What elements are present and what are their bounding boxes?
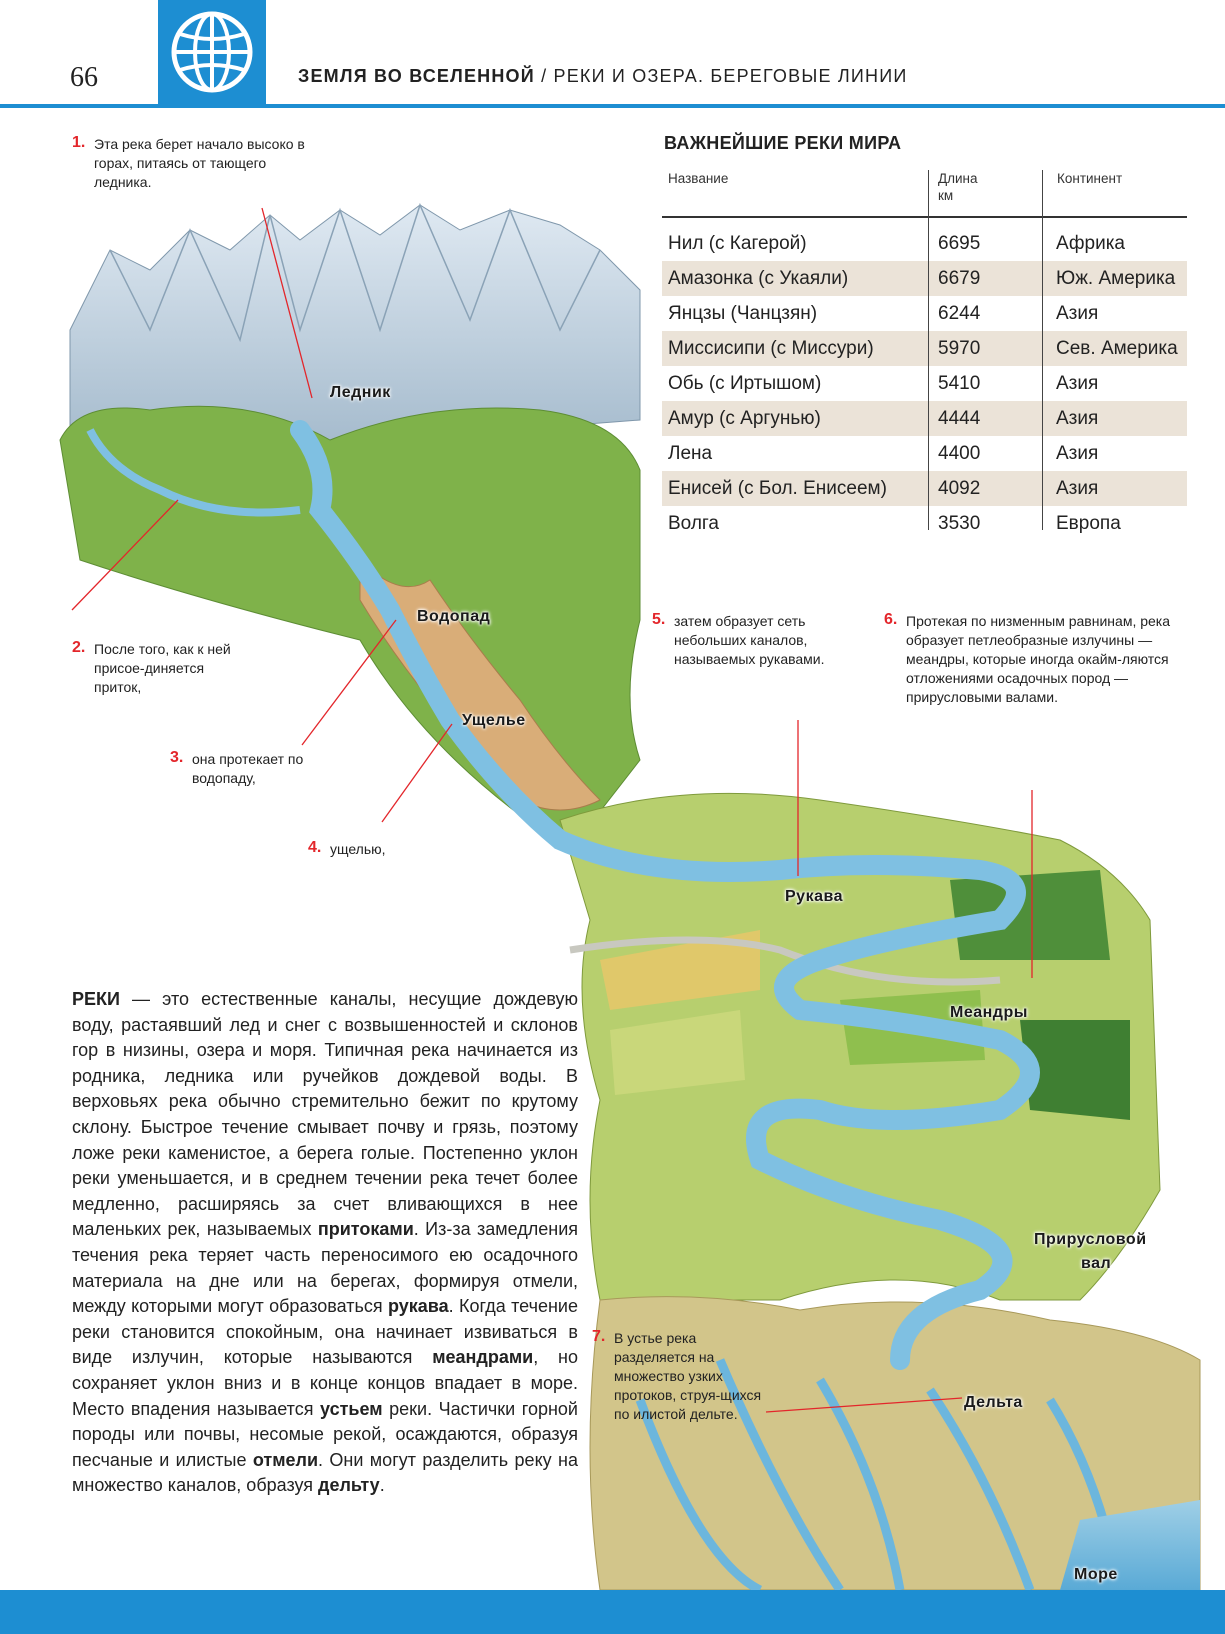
term-tributaries: притоками <box>317 1219 414 1240</box>
cell-length: 6679 <box>938 268 981 289</box>
term-delta: дельту <box>318 1475 380 1496</box>
caption-text: затем образует сеть небольших каналов, называемых рукавами. <box>674 613 825 667</box>
table-row <box>662 331 1187 366</box>
globe-tab <box>158 0 266 106</box>
caption-number: 7. <box>592 1328 606 1345</box>
body-span: . Они могут разделить реку на множество каналов, образуя <box>72 1449 578 1496</box>
label-gorge: Ущелье <box>462 712 526 729</box>
col-header-name: Название <box>668 171 729 186</box>
cell-length: 3530 <box>938 513 981 534</box>
caption-text: ущелью, <box>330 841 386 857</box>
cell-continent: Азия <box>1056 443 1099 464</box>
cell-continent: Азия <box>1056 408 1099 429</box>
page-number: 66 <box>70 62 98 93</box>
cell-name: Волга <box>668 513 719 534</box>
caption-number: 1. <box>72 134 86 151</box>
col-header-length-label: Длина <box>938 171 978 186</box>
caption-text: После того, как к ней присое-диняется приток, <box>94 641 231 695</box>
cell-continent: Юж. Америка <box>1056 268 1176 289</box>
table-row <box>662 261 1187 296</box>
body-span: . Когда течение реки становится спокойным, она начинает извиваться в виде излучин, которые называются <box>72 1296 578 1368</box>
label-meanders: Меандры <box>950 1004 1028 1021</box>
term-rivers: РЕКИ <box>72 989 120 1009</box>
footer-band <box>0 1590 1225 1634</box>
cell-name: Миссисипи (с Миссури) <box>668 338 874 359</box>
table-row <box>662 471 1187 506</box>
body-span: . <box>379 1475 385 1496</box>
label-levee: Прирусловой <box>1034 1231 1147 1248</box>
col-header-continent: Континент <box>1057 171 1123 186</box>
cell-length: 4092 <box>938 478 981 499</box>
caption-1 <box>72 135 322 192</box>
cell-continent: Азия <box>1056 373 1099 394</box>
term-meanders: меандрами <box>432 1347 534 1368</box>
label-waterfall: Водопад <box>417 608 491 625</box>
label-levee-2: вал <box>1081 1255 1112 1272</box>
table-row <box>662 226 1187 261</box>
subsection-title: РЕКИ И ОЗЕРА. БЕРЕГОВЫЕ ЛИНИИ <box>553 66 908 86</box>
header-rule <box>0 104 1225 108</box>
table-row <box>662 506 1187 541</box>
cell-length: 5410 <box>938 373 981 394</box>
body-span: . Из-за замедления течения река теряет часть переносимого ею осадочного материала на дне или на берегах, формируя отмели, между которыми могут образоваться <box>72 1219 579 1317</box>
cell-name: Енисей (с Бол. Енисеем) <box>668 478 887 499</box>
caption-7 <box>592 1329 762 1424</box>
caption-number: 3. <box>170 749 184 766</box>
cell-length: 4400 <box>938 443 981 464</box>
title-separator: / <box>534 66 554 86</box>
table-row <box>662 366 1187 401</box>
cell-name: Янцзы (Чанцзян) <box>668 303 818 324</box>
body-span: реки. Частички горной породы или почвы, несомые рекой, осаждаются, образуя песчаные и илистые <box>72 1398 578 1470</box>
cell-name: Амазонка (с Укаяли) <box>668 268 849 289</box>
body-text <box>72 987 578 1499</box>
label-branches: Рукава <box>785 888 843 905</box>
cell-length: 4444 <box>938 408 981 429</box>
section-title: ЗЕМЛЯ ВО ВСЕЛЕННОЙ <box>298 66 535 86</box>
term-shoals: отмели <box>252 1449 319 1470</box>
cell-length: 5970 <box>938 338 981 359</box>
globe-icon <box>158 0 266 106</box>
cell-continent: Азия <box>1056 478 1099 499</box>
caption-number: 6. <box>884 611 898 628</box>
caption-number: 5. <box>652 611 666 628</box>
cell-continent: Азия <box>1056 303 1099 324</box>
column-divider <box>928 170 929 530</box>
cell-name: Обь (с Иртышом) <box>668 373 822 394</box>
caption-2 <box>72 640 242 697</box>
caption-number: 2. <box>72 639 86 656</box>
cell-name: Нил (с Кагерой) <box>668 233 807 254</box>
term-mouth: устьем <box>320 1398 383 1419</box>
label-delta: Дельта <box>964 1394 1023 1411</box>
caption-6 <box>884 612 1174 707</box>
caption-5 <box>652 612 872 669</box>
column-divider <box>1042 170 1043 530</box>
caption-text: Протекая по низменным равнинам, река образует петлеобразные излучины — меандры, которые иногда окайм-ляются отложениями осадочных пород — прирусловыми валами. <box>906 613 1171 705</box>
caption-4 <box>308 840 428 859</box>
caption-number: 4. <box>308 839 322 856</box>
col-header-length <box>938 170 978 204</box>
page-title <box>298 66 908 87</box>
cell-continent: Сев. Америка <box>1056 338 1178 359</box>
cell-length: 6695 <box>938 233 981 254</box>
header-rule-line <box>662 216 1187 218</box>
table-row <box>662 436 1187 471</box>
cell-name: Лена <box>668 443 713 464</box>
body-span: — это естественные каналы, несущие дождевую воду, растаявший лед и снег с возвышенностей и склонов гор в низины, озера и моря. Типичная река начинается из родника, ледника или ручейков дождевой воды. В верховьях река обычно стремительно бежит по крутому склону. Быстрое течение смывает почву и грязь, поэтому ложе реки каменистое, а берега голые. Постепенно уклон реки уменьшается, и в среднем течении река течет более медленно, расширяясь за счет вливающихся в нее маленьких рек, называемых <box>72 989 578 1240</box>
cell-continent: Африка <box>1056 233 1125 254</box>
label-glacier: Ледник <box>330 384 391 401</box>
col-header-length-unit: км <box>938 188 954 203</box>
table-row <box>662 296 1187 331</box>
body-span: , но сохраняет уклон вниз и в конце концов впадает в море. Место впадения называется <box>72 1347 578 1419</box>
term-branches: рукава <box>388 1296 449 1317</box>
table-title: ВАЖНЕЙШИЕ РЕКИ МИРА <box>664 133 902 153</box>
table-row <box>662 401 1187 436</box>
caption-3 <box>170 750 320 788</box>
caption-text: она протекает по водопаду, <box>192 751 304 786</box>
cell-continent: Европа <box>1056 513 1121 534</box>
cell-name: Амур (с Аргунью) <box>668 408 821 429</box>
cell-length: 6244 <box>938 303 981 324</box>
label-sea: Море <box>1074 1566 1118 1583</box>
caption-text: В устье река разделяется на множество узких протоков, струя-щихся по илистой дельте. <box>614 1330 762 1422</box>
caption-text: Эта река берет начало высоко в горах, питаясь от тающего ледника. <box>94 136 305 190</box>
